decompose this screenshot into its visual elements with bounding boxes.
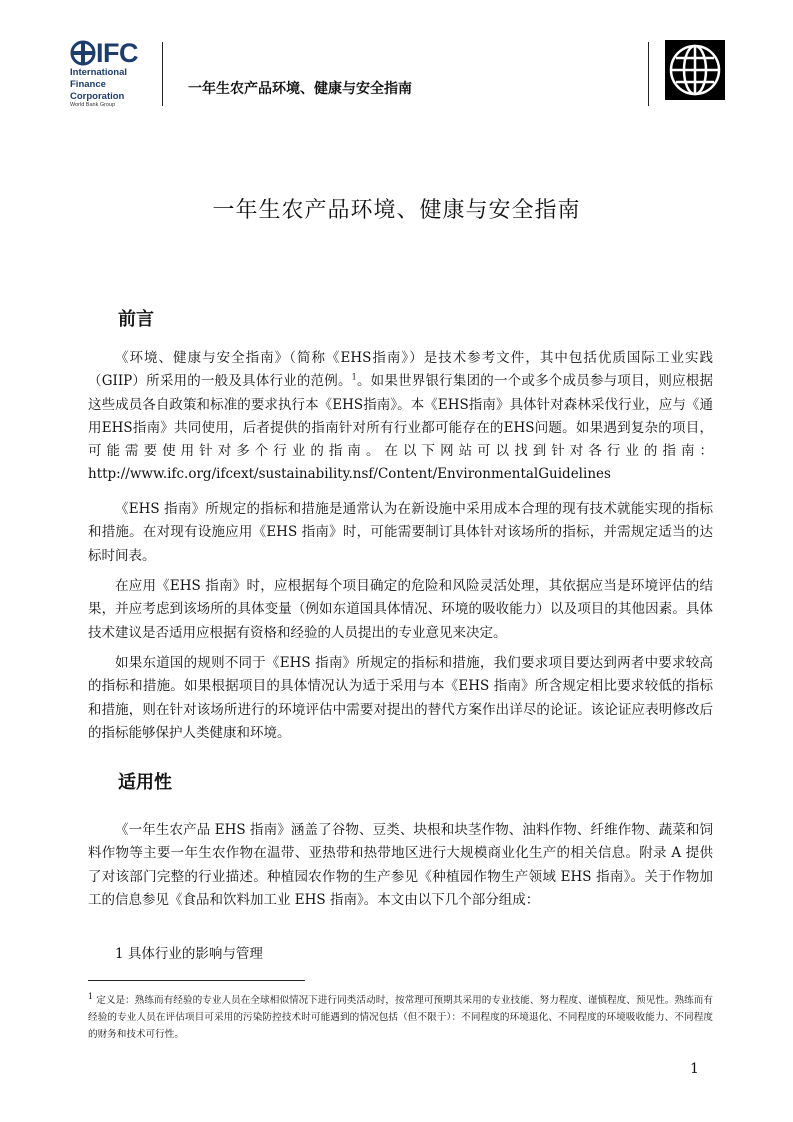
- footnote-reference[interactable]: 1: [351, 372, 357, 382]
- ifc-mark: [70, 40, 160, 66]
- page-number: 1: [690, 1061, 699, 1077]
- preface-paragraph-1: [88, 347, 713, 487]
- footnote: [88, 992, 713, 1043]
- preface-paragraph-1-part-b: 。如果世界银行集团的一个或多个成员参与项目，则应根据这些成员各自政策和标准的要求执行本《EHS指南》。本《EHS指南》具体针对森林采伐行业，应与《通用EHS指南》共同使用，后者提供的指南针对所有行业都可能存在的EHS问题。如果遇到复杂的项目，可能需要使用针对多个行业的指南。在以下网站可以找到针对各行业的指南：http://www.ifc.org/ifcext/sustainability.nsf/Content/EnvironmentalGuidelines: [88, 373, 714, 483]
- document-title: 一年生农产品环境、健康与安全指南: [212, 198, 581, 223]
- preface-paragraph-2: 《EHS 指南》所规定的指标和措施是通常认为在新设施中采用成本合理的现有技术就能实现的指标和措施。在对现有设施应用《EHS 指南》时，可能需要制订具体针对该场所的指标，并需规定适当的达标时间表。: [88, 501, 713, 564]
- ifc-logo: [70, 40, 160, 110]
- section-heading-scope: 适用性: [118, 772, 172, 793]
- section-heading-preface: 前言: [118, 309, 154, 330]
- world-bank-globe-icon: [665, 40, 725, 100]
- ifc-name-line1: International: [70, 67, 128, 78]
- preface-paragraph-3: 在应用《EHS 指南》时，应根据每个项目确定的危险和风险灵活处理，其依据应当是环境评估的结果，并应考虑到该场所的具体变量（例如东道国具体情况、环境的吸收能力）以及项目的其他因素。具体技术建议是否适用应根据有资格和经验的人员提出的专业意见来决定。: [88, 578, 713, 641]
- world-bank-logo: [665, 40, 725, 100]
- header-divider-left: [162, 42, 163, 106]
- ifc-name-line3: Corporation: [70, 91, 125, 102]
- header-divider-right: [648, 42, 649, 106]
- ifc-group-line: World Bank Group: [70, 102, 116, 108]
- scope-list-item-1: 1 具体行业的影响与管理: [115, 946, 263, 962]
- footnote-text: 定义是：熟练而有经验的专业人员在全球相似情况下进行同类活动时，按常理可预期其采用的专业技能、努力程度、谨慎程度、预见性。熟练而有经验的专业人员在评估项目可采用的污染防控技术时可能遇到的情况包括（但不限于）：不同程度的环境退化、不同程度的环境吸收能力、不同程度的财务和技术可行性。: [88, 995, 714, 1040]
- ifc-name-line2: Finance: [70, 79, 106, 90]
- footnote-marker: 1: [88, 991, 94, 1001]
- scope-paragraph-1: 《一年生农产品 EHS 指南》涵盖了谷物、豆类、块根和块茎作物、油料作物、纤维作物、蔬菜和饲料作物等主要一年生农作物在温带、亚热带和热带地区进行大规模商业化生产的相关信息。附录 A 提供了对该部门完整的行业描述。种植园农作物的生产参见《种植园作物生产领域 EHS 指南》。关于作物加工的信息参见《食品和饮料加工业 EHS 指南》。本文由以下几个部分组成：: [88, 822, 713, 908]
- ifc-wordmark: IFC: [96, 38, 138, 68]
- preface-paragraph-1-part-a: 《环境、健康与安全指南》（简称《EHS指南》）是技术参考文件，其中包括优质国际工业实践（GIIP）所采用的一般及具体行业的范例。: [88, 350, 713, 390]
- running-header-title: 一年生农产品环境、健康与安全指南: [188, 81, 412, 97]
- ifc-globe-icon: [70, 40, 96, 66]
- footnote-separator: [88, 980, 305, 981]
- preface-paragraph-4: 如果东道国的规则不同于《EHS 指南》所规定的指标和措施，我们要求项目要达到两者中要求较高的指标和措施。如果根据项目的具体情况认为适于采用与本《EHS 指南》所含规定相比要求较低的指标和措施，则在针对该场所进行的环境评估中需要对提出的替代方案作出详尽的论证。该论证应表明修改后的指标能够保护人类健康和环境。: [88, 655, 713, 741]
